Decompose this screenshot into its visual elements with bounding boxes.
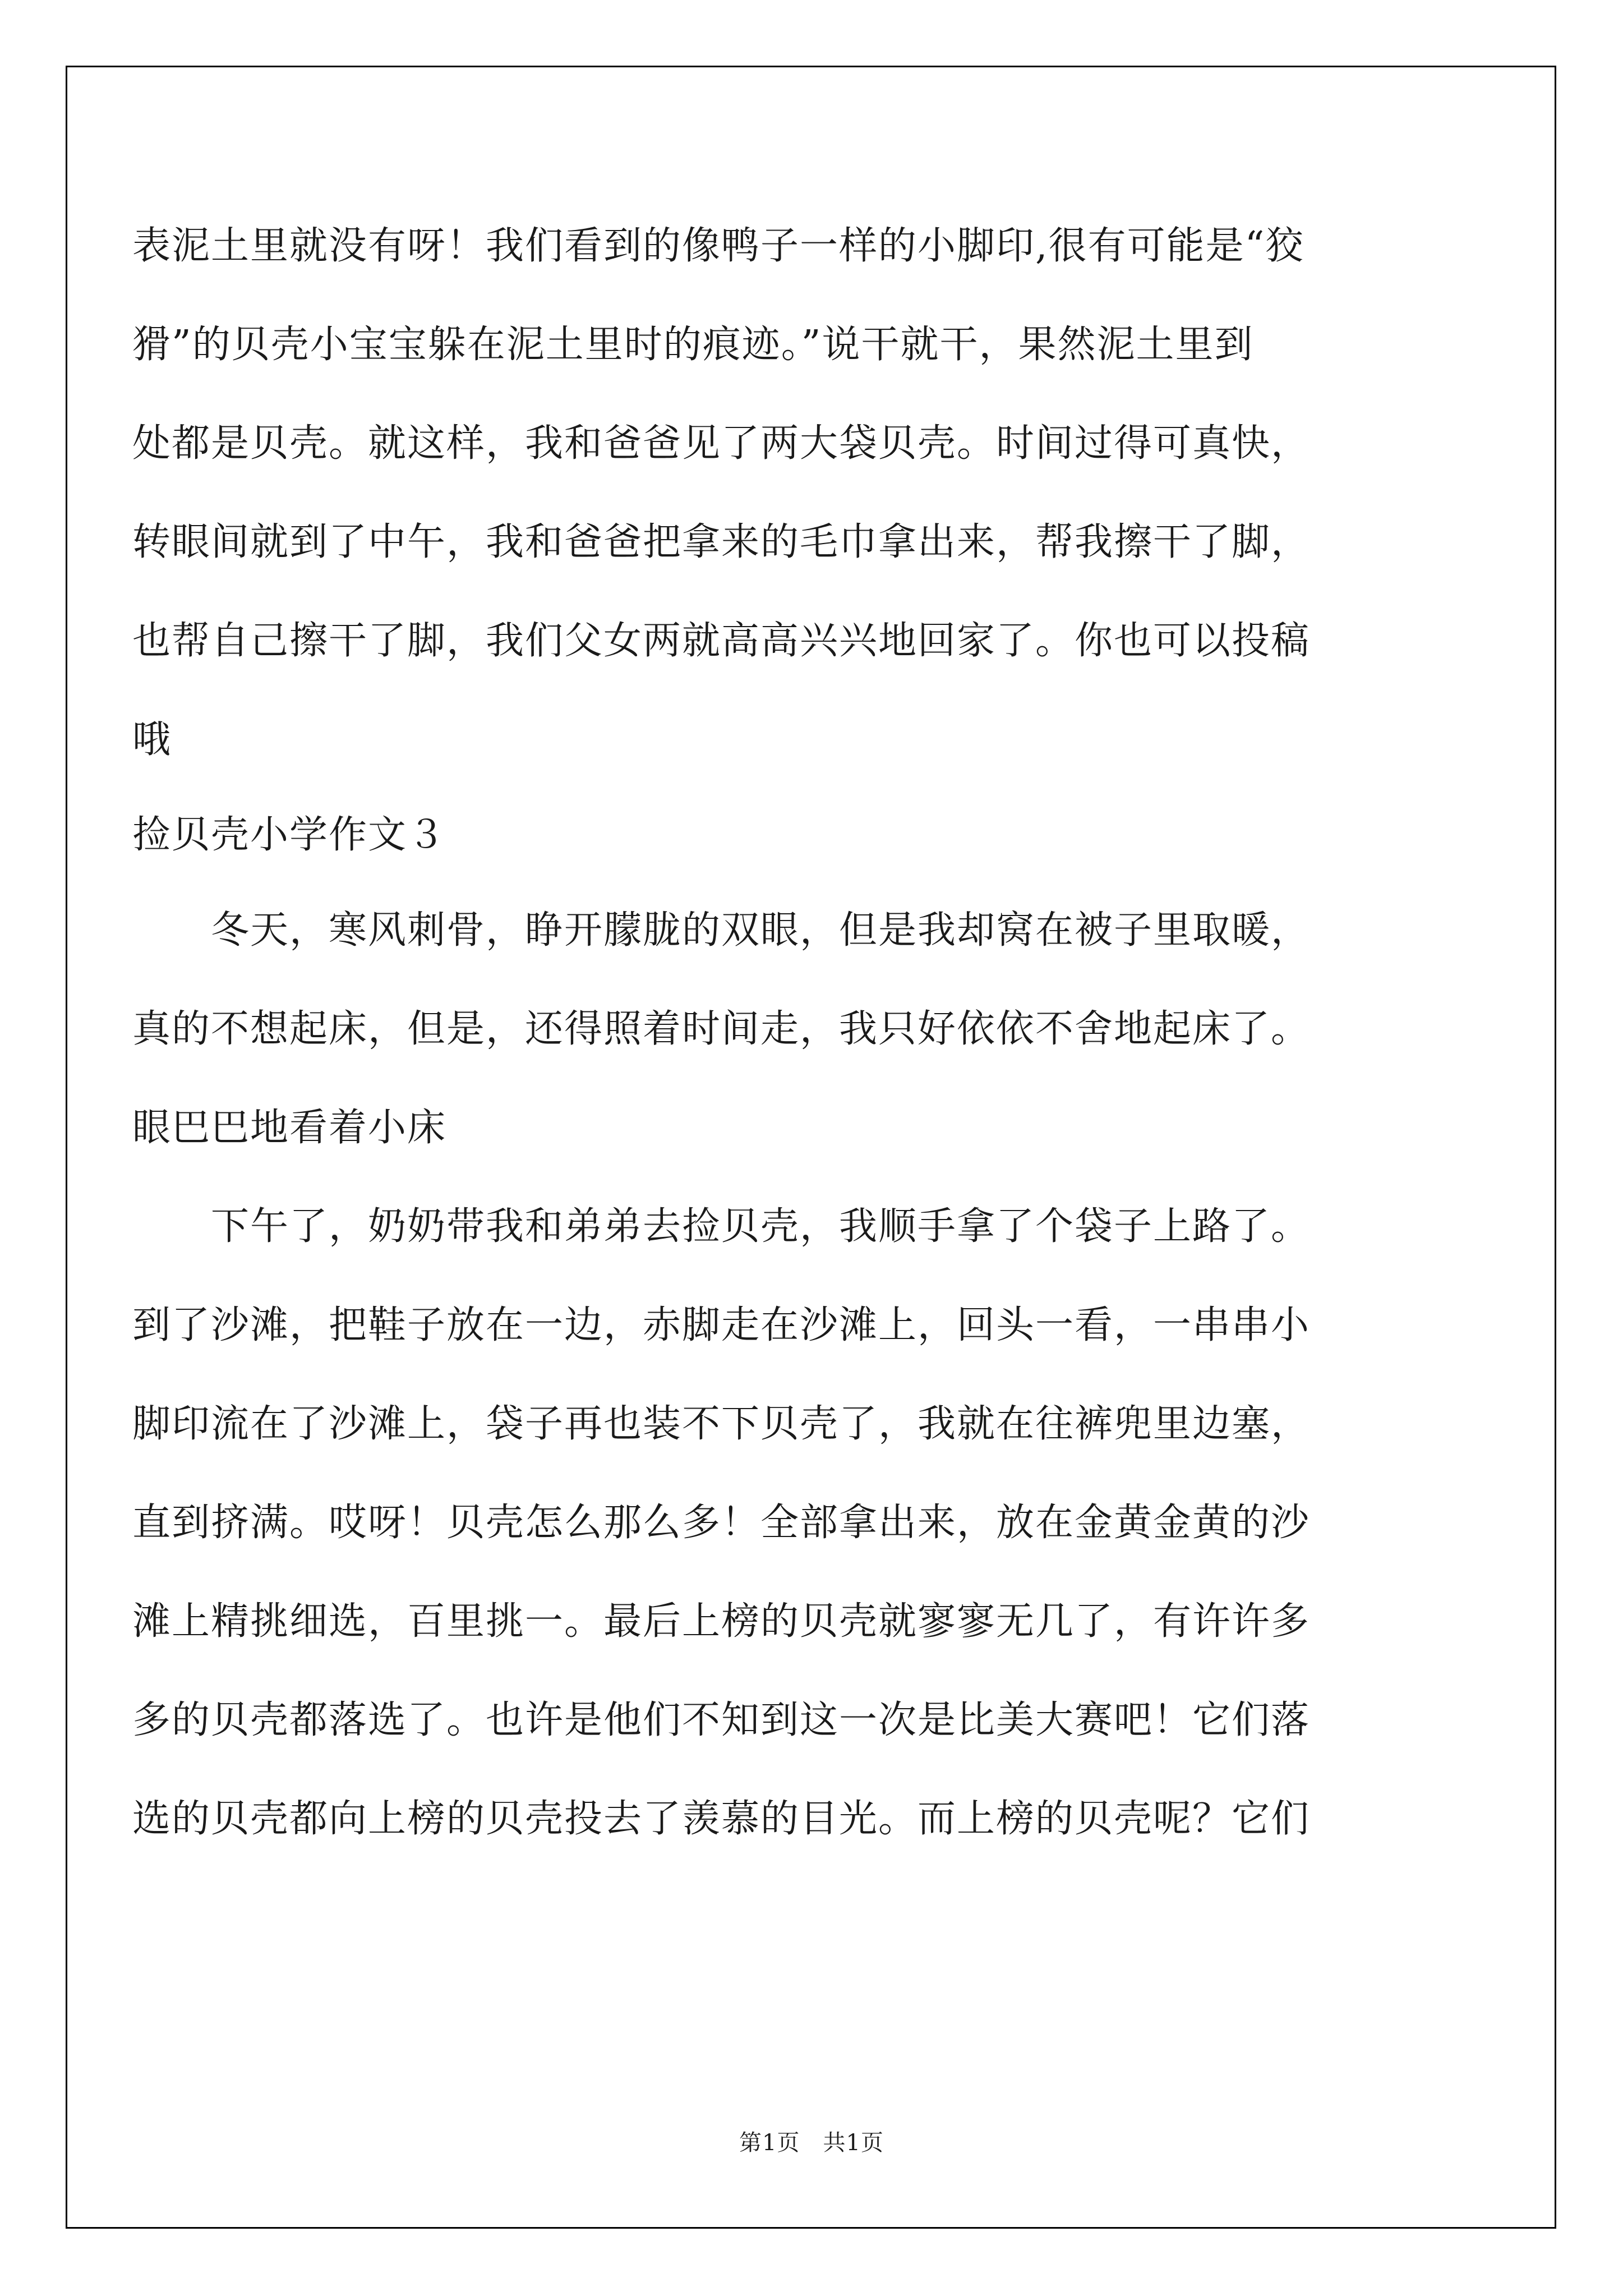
section-heading: 捡贝壳小学作文３ bbox=[132, 813, 447, 857]
text-line: 真的不想起床，但是，还得照着时间走，我只好依依不舍地起床了。 bbox=[132, 1007, 1311, 1051]
text-line: 下午了，奶奶带我和弟弟去捡贝壳，我顺手拿了个袋子上路了。 bbox=[211, 1204, 1311, 1249]
text-line: 到了沙滩，把鞋子放在一边，赤脚走在沙滩上，回头一看，一串串小 bbox=[132, 1303, 1311, 1347]
text-line: 脚印流在了沙滩上，袋子再也装不下贝壳了，我就在往裤兜里边塞， bbox=[132, 1402, 1311, 1446]
text-line: 哦 bbox=[132, 717, 172, 762]
page-footer: 第1页 共1页 bbox=[739, 2130, 884, 2156]
text-line: 直到挤满。哎呀！贝壳怎么那么多！全部拿出来，放在金黄金黄的沙 bbox=[132, 1501, 1311, 1545]
text-line: 多的贝壳都落选了。也许是他们不知到这一次是比美大赛吧！它们落 bbox=[132, 1698, 1311, 1742]
text-line: 滩上精挑细选，百里挑一。最后上榜的贝壳就寥寥无几了，有许许多 bbox=[132, 1599, 1311, 1644]
text-line: 转眼间就到了中午，我和爸爸把拿来的毛巾拿出来，帮我擦干了脚， bbox=[132, 520, 1311, 564]
text-line: 也帮自己擦干了脚，我们父女两就高高兴兴地回家了。你也可以投稿 bbox=[132, 619, 1311, 663]
text-line: 表泥土里就没有呀！我们看到的像鸭子一样的小脚印,很有可能是“狡 bbox=[132, 224, 1305, 268]
text-line: 选的贝壳都向上榜的贝壳投去了羡慕的目光。而上榜的贝壳呢？它们 bbox=[132, 1797, 1311, 1841]
text-line: 眼巴巴地看着小床 bbox=[132, 1106, 447, 1150]
text-line: 冬天，寒风刺骨，睁开朦胧的双眼，但是我却窝在被子里取暖， bbox=[211, 908, 1311, 953]
text-line: 猾”的贝壳小宝宝躲在泥土里时的痕迹。”说干就干，果然泥土里到 bbox=[132, 323, 1254, 367]
text-line: 处都是贝壳。就这样，我和爸爸见了两大袋贝壳。时间过得可真快， bbox=[132, 421, 1311, 466]
